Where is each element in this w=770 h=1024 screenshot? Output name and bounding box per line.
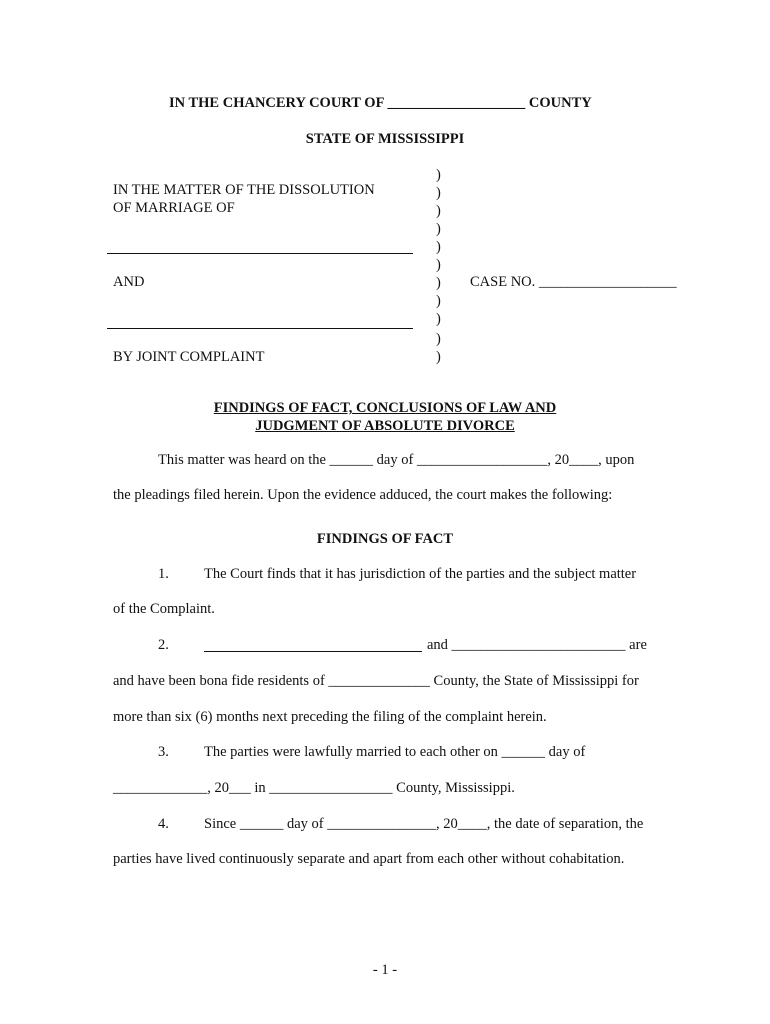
item-4-line-2: parties have lived continuously separate and apart from each other without cohabitation.: [113, 851, 625, 867]
caption-paren: ): [436, 203, 441, 219]
item-2-line-2: and have been bona fide residents of ______________ County, the State of Mississippi for: [113, 673, 639, 689]
caption-paren: ): [436, 331, 441, 347]
court-heading: IN THE CHANCERY COURT OF ___________________ COUNTY: [169, 95, 592, 111]
caption-paren: ): [436, 275, 441, 291]
caption-paren: ): [436, 221, 441, 237]
intro-line-2: the pleadings filed herein. Upon the evidence adduced, the court makes the following:: [113, 487, 613, 503]
party-1-name-line: [107, 253, 413, 254]
party-1-residence-line: [204, 651, 422, 652]
caption-paren: ): [436, 167, 441, 183]
caption-paren: ): [436, 185, 441, 201]
document-title-line-1: FINDINGS OF FACT, CONCLUSIONS OF LAW AND: [213, 400, 557, 416]
item-number: 3.: [158, 744, 169, 760]
caption-paren: ): [436, 239, 441, 255]
caption-paren: ): [436, 311, 441, 327]
caption-paren: ): [436, 257, 441, 273]
item-3-line-2: _____________, 20___ in _________________ County, Mississippi.: [113, 780, 515, 796]
case-number-field: CASE NO. ___________________: [470, 274, 677, 290]
intro-line-1: This matter was heard on the ______ day of __________________, 20____, upon: [158, 452, 635, 468]
page-number: - 1 -: [372, 962, 398, 978]
item-2-line-3: more than six (6) months next preceding the filing of the complaint herein.: [113, 709, 547, 725]
joint-complaint-label: BY JOINT COMPLAINT: [113, 349, 265, 365]
item-2-line-1: and ________________________ are: [427, 637, 647, 653]
caption-paren: ): [436, 349, 441, 365]
item-number: 1.: [158, 566, 169, 582]
caption-paren: ): [436, 293, 441, 309]
item-3-line-1: The parties were lawfully married to each other on ______ day of: [204, 744, 586, 760]
item-number: 2.: [158, 637, 169, 653]
matter-line-2: OF MARRIAGE OF: [113, 200, 235, 216]
item-4-line-1: Since ______ day of _______________, 20____, the date of separation, the: [204, 816, 644, 832]
item-number: 4.: [158, 816, 169, 832]
item-1-line-1: The Court finds that it has jurisdiction of the parties and the subject matter: [204, 566, 637, 582]
document-title-line-2: JUDGMENT OF ABSOLUTE DIVORCE: [255, 418, 515, 434]
matter-line-1: IN THE MATTER OF THE DISSOLUTION: [113, 182, 375, 198]
item-1-line-2: of the Complaint.: [113, 601, 215, 617]
and-label: AND: [113, 274, 145, 290]
party-2-name-line: [107, 328, 413, 329]
findings-heading: FINDINGS OF FACT: [316, 531, 454, 547]
state-heading: STATE OF MISSISSIPPI: [305, 131, 465, 147]
